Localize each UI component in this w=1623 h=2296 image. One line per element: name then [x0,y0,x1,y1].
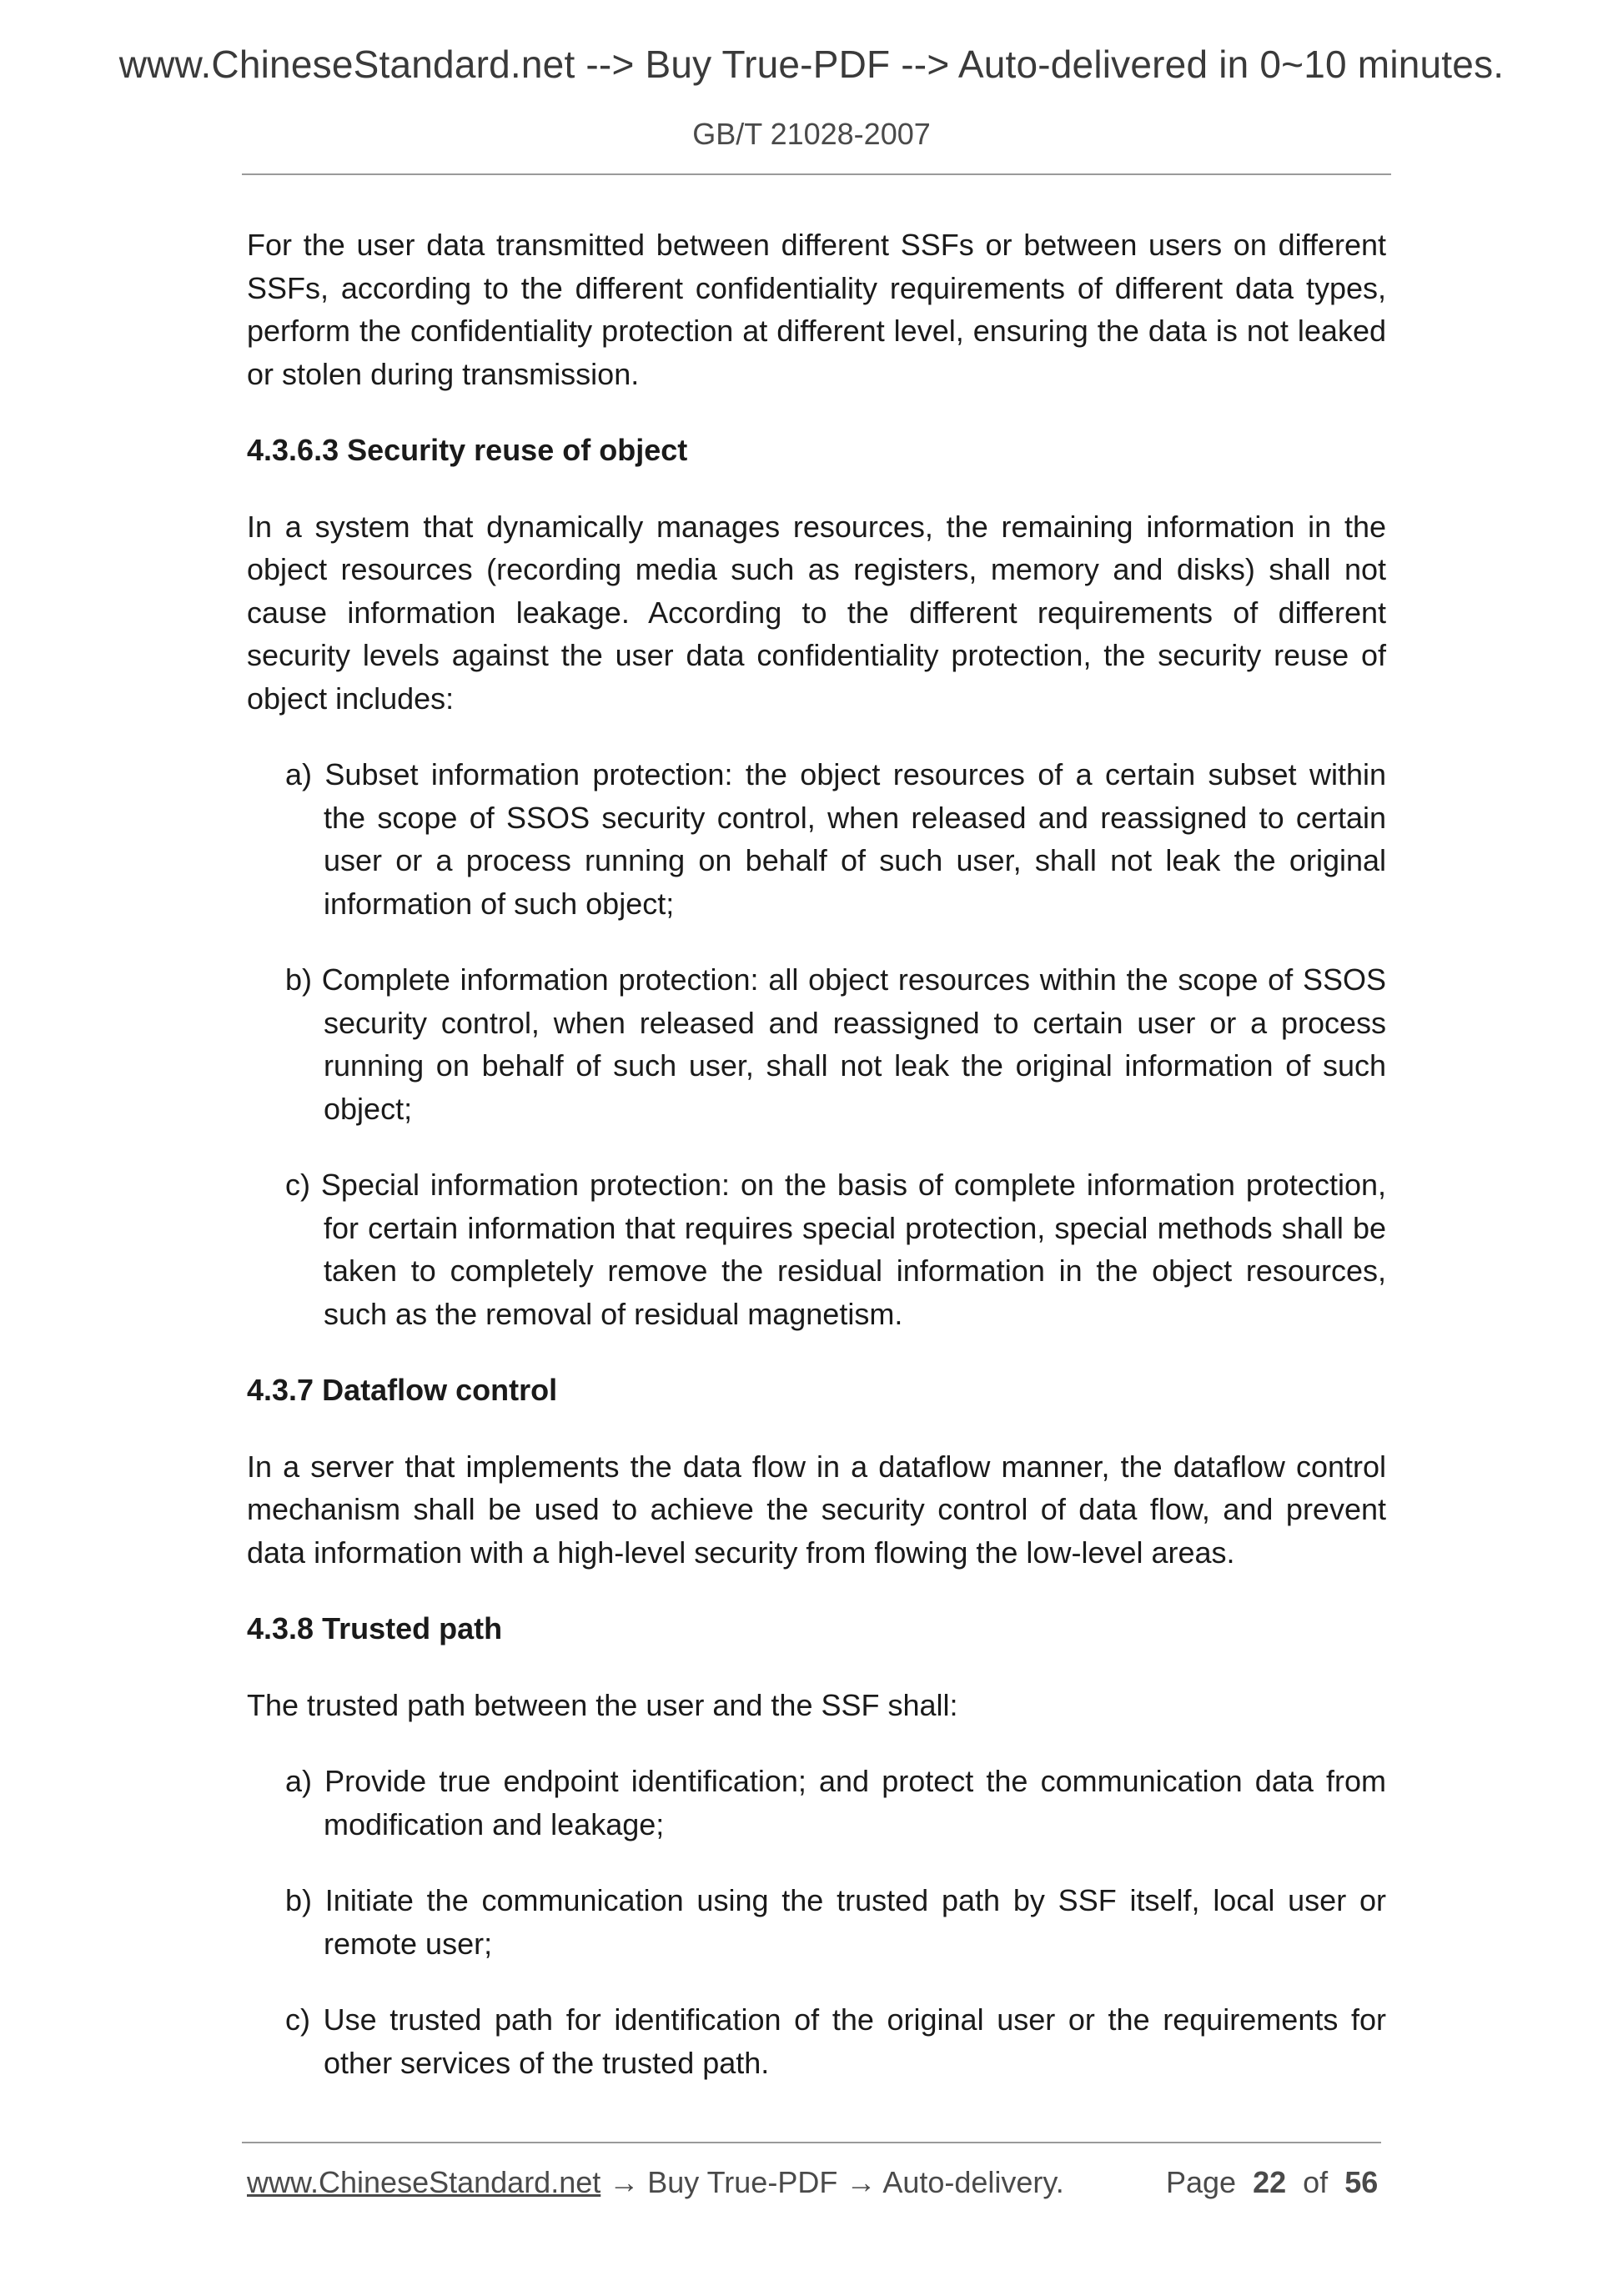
section-heading-4-3-7: 4.3.7 Dataflow control [247,1373,558,1407]
document-code: GB/T 21028-2007 [692,117,931,151]
header-divider [242,173,1391,175]
footer-site-link[interactable]: www.ChineseStandard.net [247,2165,601,2199]
page-number: 22 [1253,2165,1287,2199]
of-label: of [1303,2165,1329,2199]
intro-paragraph: For the user data transmitted between different SSFs or between users on different SSFs, according to the different confidentiality requirements of different data types, perform the confidentiality protection at different level, ensuring the data is not leaked or stolen during transmission. [247,228,1386,391]
list-item: c) Use trusted path for identification of the original user or the requirements for other services of the trusted path. [285,2002,1386,2080]
section-paragraph-4-3-7: In a server that implements the data flow in a dataflow manner, the dataflow control mechanism shall be used to achieve the security control of data flow, and prevent data information with a high-level security from flowing the low-level areas. [247,1449,1386,1570]
section-heading-4-3-8: 4.3.8 Trusted path [247,1611,503,1645]
page-label: Page [1166,2165,1237,2199]
list-item: a) Provide true endpoint identification; and protect the communication data from modification and leakage; [285,1764,1386,1841]
section-paragraph-4-3-6-3: In a system that dynamically manages resources, the remaining information in the object resources (recording media such as registers, memory and disks) shall not cause information leakage. According to the different requirements of different security levels against the user data confidentiality protection, the security reuse of object includes: [247,509,1386,716]
header-banner: www.ChineseStandard.net --> Buy True-PDF --> Auto-delivered in 0~10 minutes. [118,43,1505,86]
footer-tagline: → Buy True-PDF → Auto-delivery. [600,2165,1064,2199]
total-pages: 56 [1344,2165,1379,2199]
list-item: b) Complete information protection: all object resources within the scope of SSOS security control, when released and reassigned to certain user or a process running on behalf of such user, shall not leak the original information of such object; [285,962,1386,1126]
list-item: c) Special information protection: on the basis of complete information protection, for certain information that requires special protection, special methods shall be taken to completely remove the residual information in the object resources, such as the removal of residual magnetism. [285,1168,1386,1331]
list-item: b) Initiate the communication using the trusted path by SSF itself, local user or remote user; [285,1883,1386,1961]
page-indicator [1166,2165,1378,2200]
page-content [247,224,1386,2118]
section-heading-4-3-6-3: 4.3.6.3 Security reuse of object [247,433,688,467]
section-paragraph-4-3-8: The trusted path between the user and the SSF shall: [247,1687,958,1722]
footer-links [247,2165,1064,2200]
list-item: a) Subset information protection: the object resources of a certain subset within the scope of SSOS security control, when released and reassigned to certain user or a process running on behalf of such user, shall not leak the original information of such object; [285,757,1386,921]
footer-divider [242,2142,1381,2143]
